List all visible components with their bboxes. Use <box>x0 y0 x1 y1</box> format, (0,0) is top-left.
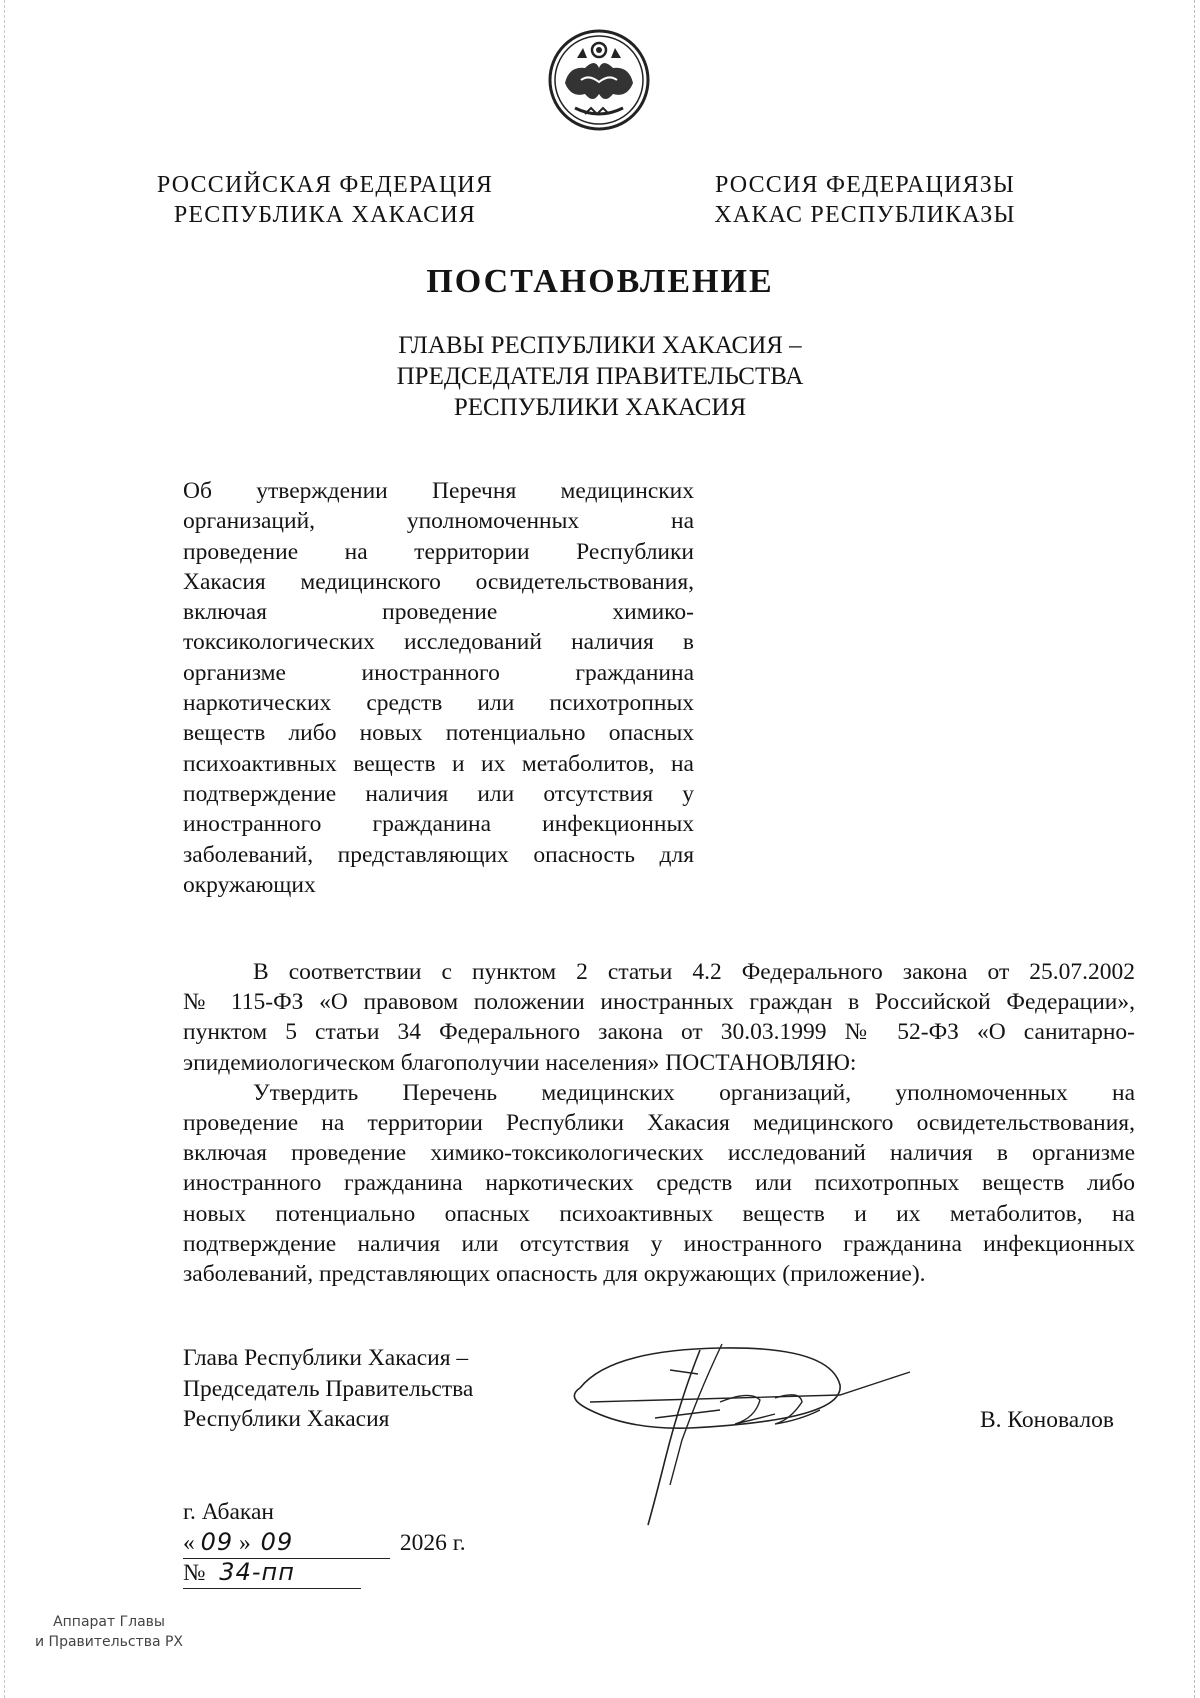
date-year: 2026 г. <box>399 1530 466 1556</box>
document-number: 34-пп <box>219 1558 295 1586</box>
header-right <box>700 170 1030 230</box>
subject-line: организаций, уполномоченных на <box>183 508 694 535</box>
subject-line: иностранного гражданина инфекционных <box>183 811 694 838</box>
header-left-line: РЕСПУБЛИКА ХАКАСИЯ <box>173 202 477 228</box>
subject-line: веществ либо новых потенциально опасных <box>183 720 694 747</box>
signatory-name: В. Коновалов <box>980 1407 1115 1433</box>
header-left-line: РОССИЙСКАЯ ФЕДЕРАЦИЯ <box>156 172 494 198</box>
subject-line: наркотических средств или психотропных <box>183 690 694 717</box>
subject-line: включая проведение химико- <box>183 599 694 626</box>
place-of-signing: г. Абакан <box>183 1499 274 1525</box>
body-line: проведение на территории Республики Хакасия медицинского освидетельствования, <box>183 1110 1135 1137</box>
subject-block <box>183 476 694 900</box>
subtitle-line: ПРЕДСЕДАТЕЛЯ ПРАВИТЕЛЬСТВА <box>396 363 804 390</box>
body-line: пунктом 5 статьи 34 Федерального закона от 30.03.1999 № 52-ФЗ «О санитарно- <box>183 1019 1135 1046</box>
handwritten-signature <box>570 1340 930 1530</box>
subject-line: заболеваний, представляющих опасность для <box>183 841 694 868</box>
body-line: В соответствии с пунктом 2 статьи 4.2 Федерального закона от 25.07.2002 <box>253 959 1135 985</box>
signatory-position <box>183 1343 473 1435</box>
subject-line: проведение на территории Республики <box>183 538 694 565</box>
body-line: заболеваний, представляющих опасность для окружающих (приложение). <box>183 1261 926 1288</box>
document-number-line <box>183 1557 361 1589</box>
header-left <box>155 170 495 230</box>
stamp-line: Аппарат Главы <box>53 1614 165 1630</box>
subtitle-line: ГЛАВЫ РЕСПУБЛИКИ ХАКАСИЯ – <box>398 332 802 359</box>
date-open-quote: « <box>183 1530 195 1556</box>
date-day: 09 <box>200 1528 234 1556</box>
subject-line: токсикологических исследований наличия в <box>183 629 694 656</box>
subject-line: психоактивных веществ и их метаболитов, на <box>183 750 694 777</box>
body-line: подтверждение наличия или отсутствия у иностранного гражданина инфекционных <box>183 1230 1135 1257</box>
header-right-line: ХАКАС РЕСПУБЛИКАЗЫ <box>714 202 1016 228</box>
scan-edge-left <box>4 0 7 1698</box>
body-line: Утвердить Перечень медицинских организаций, уполномоченных на <box>253 1079 1135 1106</box>
number-prefix: № <box>183 1560 206 1586</box>
signatory-position-line: Глава Республики Хакасия – <box>183 1345 469 1371</box>
subject-line: подтверждение наличия или отсутствия у <box>183 780 694 807</box>
body-line: включая проведение химико-токсикологических исследований наличия в организме <box>183 1140 1135 1167</box>
signatory-position-line: Председатель Правительства <box>183 1375 474 1402</box>
subject-line: Об утверждении Перечня медицинских <box>183 478 694 504</box>
signatory-position-line: Республики Хакасия <box>183 1406 390 1432</box>
date-month: 09 <box>260 1528 294 1556</box>
body-line: иностранного гражданина наркотических средств или психотропных веществ либо <box>183 1170 1135 1197</box>
subtitle-line: РЕСПУБЛИКИ ХАКАСИЯ <box>453 394 747 421</box>
stamp-line: и Правительства РХ <box>35 1634 184 1650</box>
body-line: № 115-ФЗ «О правовом положении иностранных граждан в Российской Федерации», <box>183 989 1135 1016</box>
document-subtitle <box>330 330 870 423</box>
document-title: ПОСТАНОВЛЕНИЕ <box>426 263 774 300</box>
body-line: эпидемиологическом благополучии населения» ПОСТАНОВЛЯЮ: <box>183 1049 857 1076</box>
header-right-line: РОССИЯ ФЕДЕРАЦИЯЗЫ <box>714 172 1016 198</box>
scan-edge-right <box>1194 0 1197 1698</box>
coat-of-arms-icon <box>547 28 651 132</box>
subject-line: окружающих <box>183 871 316 898</box>
date-line <box>183 1527 466 1559</box>
subject-line: Хакасия медицинского освидетельствования, <box>183 568 694 595</box>
date-close-quote: » <box>239 1530 251 1556</box>
body-line: новых потенциально опасных психоактивных веществ и их метаболитов, на <box>183 1200 1135 1227</box>
subject-line: организме иностранного гражданина <box>183 659 694 686</box>
document-body <box>183 957 1135 1289</box>
registration-stamp <box>35 1612 183 1652</box>
